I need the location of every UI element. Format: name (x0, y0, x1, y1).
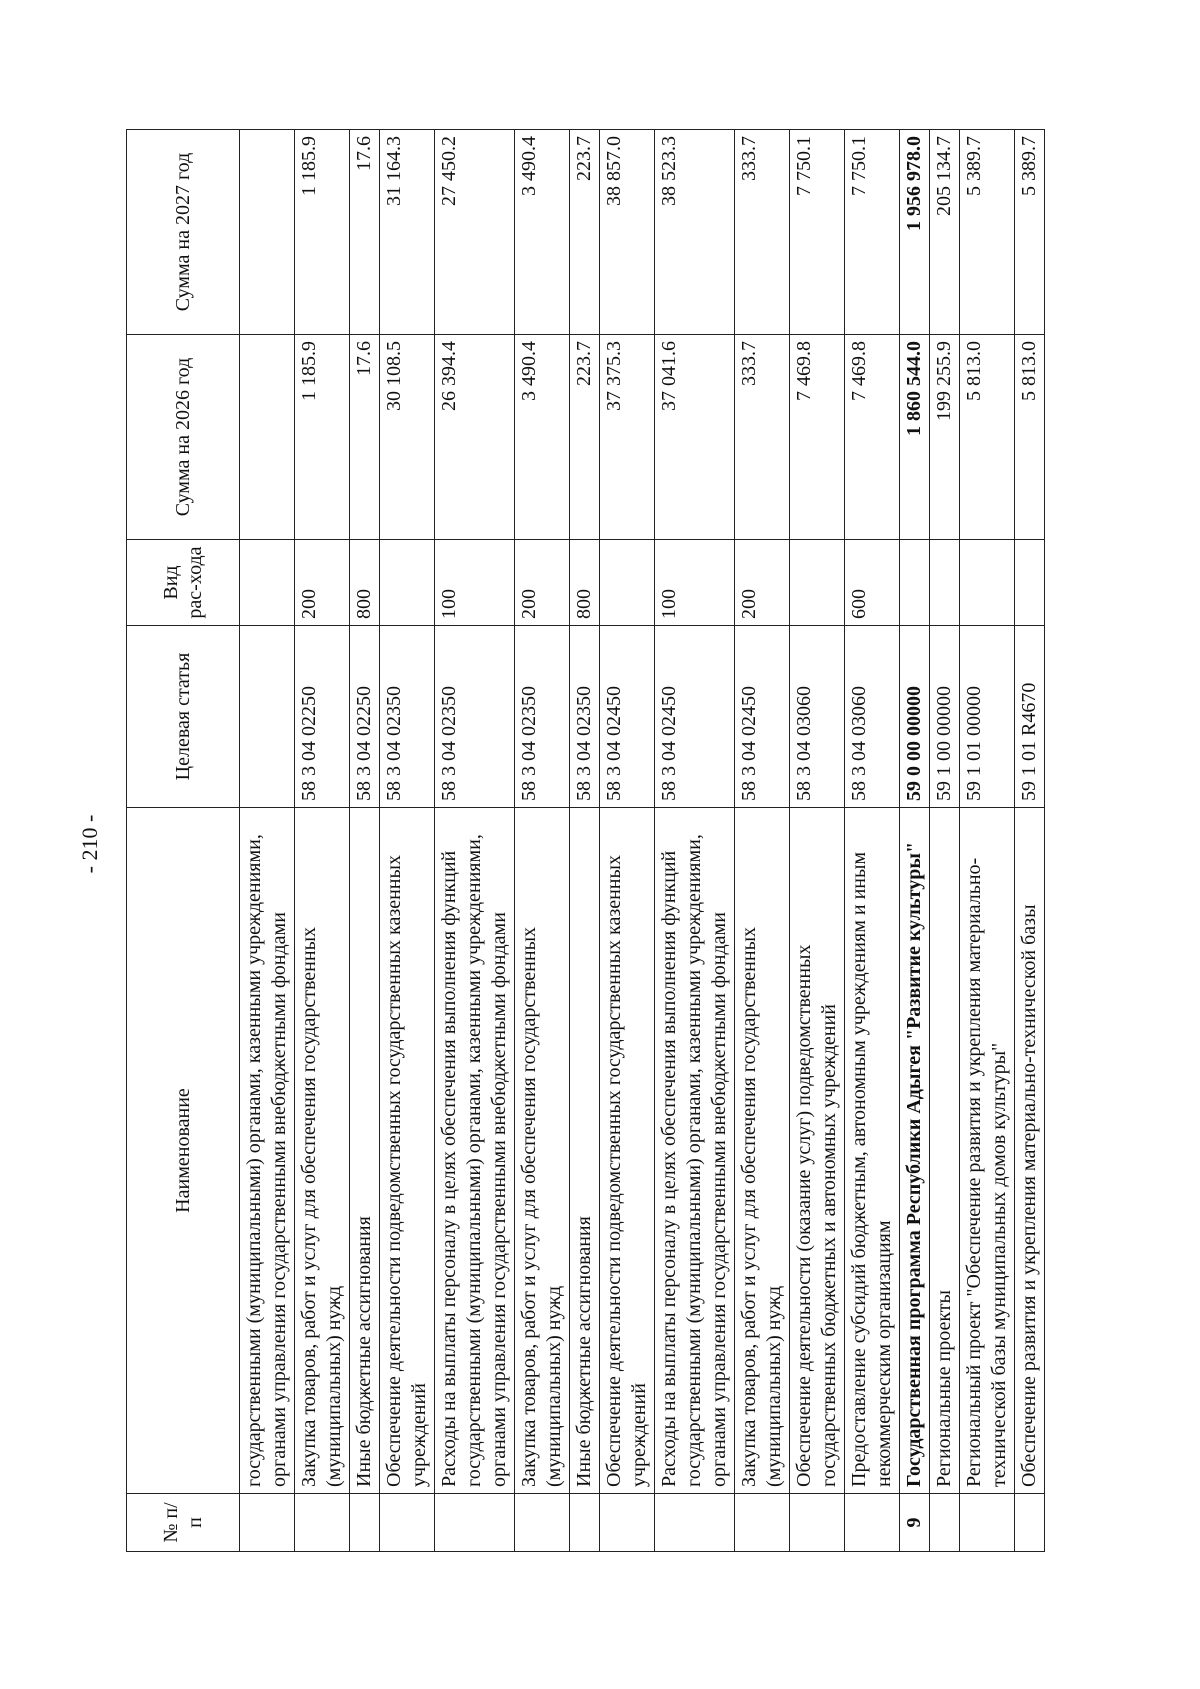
table-row (380, 130, 435, 1552)
cell-sum-2027: 1 185.9 (295, 130, 350, 335)
cell-sum-2026 (240, 335, 295, 540)
cell-expense-type: 600 (845, 540, 900, 626)
table-body (240, 130, 1045, 1552)
header-sum-2027: Сумма на 2027 год (127, 130, 240, 335)
cell-sum-2027: 38 857.0 (600, 130, 655, 335)
cell-sum-2027 (240, 130, 295, 335)
cell-name: Обеспечение деятельности (оказание услуг) подведомственных государственных бюджетных и автономных учреждений (790, 808, 845, 1494)
cell-sum-2026: 3 490.4 (515, 335, 570, 540)
header-code: Целевая статья (127, 626, 240, 808)
header-sum-2026: Сумма на 2026 год (127, 335, 240, 540)
cell-expense-type (930, 540, 960, 626)
cell-expense-type (600, 540, 655, 626)
cell-num (655, 1494, 735, 1552)
cell-num (1015, 1494, 1045, 1552)
cell-name: Расходы на выплаты персоналу в целях обеспечения выполнения функций государственными (муниципальными) органами, казенными учреждениями, органами управления государственными внебюджетными фондами (655, 808, 735, 1494)
cell-expense-type: 100 (655, 540, 735, 626)
cell-sum-2026: 17.6 (350, 335, 380, 540)
cell-expense-type: 200 (295, 540, 350, 626)
cell-target-code: 58 3 04 02250 (350, 626, 380, 808)
cell-num (735, 1494, 790, 1552)
cell-sum-2027: 17.6 (350, 130, 380, 335)
table-row (600, 130, 655, 1552)
table-row (1015, 130, 1045, 1552)
cell-num (930, 1494, 960, 1552)
table-row (570, 130, 600, 1552)
cell-sum-2027: 205 134.7 (930, 130, 960, 335)
table-row (515, 130, 570, 1552)
cell-target-code: 58 3 04 02450 (600, 626, 655, 808)
header-name: Наименование (127, 808, 240, 1494)
cell-target-code: 58 3 04 02450 (735, 626, 790, 808)
table-row (435, 130, 515, 1552)
cell-sum-2027: 1 956 978.0 (900, 130, 930, 335)
header-num: № п/п (127, 1494, 240, 1552)
cell-expense-type: 100 (435, 540, 515, 626)
cell-sum-2026: 1 185.9 (295, 335, 350, 540)
cell-sum-2026: 5 813.0 (960, 335, 1015, 540)
cell-sum-2027: 3 490.4 (515, 130, 570, 335)
cell-name: Предоставление субсидий бюджетным, автономным учреждениям и иным некоммерческим организациям (845, 808, 900, 1494)
cell-num (845, 1494, 900, 1552)
cell-sum-2026: 5 813.0 (1015, 335, 1045, 540)
table-row (900, 130, 930, 1552)
cell-name: государственными (муниципальными) органами, казенными учреждениями, органами управления государственными внебюджетными фондами (240, 808, 295, 1494)
cell-sum-2026: 37 375.3 (600, 335, 655, 540)
cell-name: Региональный проект "Обеспечение развития и укрепления материально-технической базы муниципальных домов культуры" (960, 808, 1015, 1494)
cell-target-code: 58 3 04 02350 (570, 626, 600, 808)
table-row (930, 130, 960, 1552)
cell-sum-2026: 37 041.6 (655, 335, 735, 540)
cell-name: Закупка товаров, работ и услуг для обеспечения государственных (муниципальных) нужд (735, 808, 790, 1494)
cell-name: Расходы на выплаты персоналу в целях обеспечения выполнения функций государственными (муниципальными) органами, казенными учреждениями, органами управления государственными внебюджетными фондами (435, 808, 515, 1494)
cell-expense-type (960, 540, 1015, 626)
cell-sum-2027: 27 450.2 (435, 130, 515, 335)
cell-num (350, 1494, 380, 1552)
cell-sum-2027: 5 389.7 (960, 130, 1015, 335)
cell-target-code: 58 3 04 03060 (845, 626, 900, 808)
rotated-table-container (126, 130, 1084, 1552)
cell-num (515, 1494, 570, 1552)
cell-num (240, 1494, 295, 1552)
cell-sum-2027: 5 389.7 (1015, 130, 1045, 335)
cell-sum-2027: 38 523.3 (655, 130, 735, 335)
table-row (960, 130, 1015, 1552)
cell-target-code: 59 1 01 R4670 (1015, 626, 1045, 808)
cell-name: Обеспечение деятельности подведомственных государственных казенных учреждений (380, 808, 435, 1494)
cell-num (790, 1494, 845, 1552)
cell-expense-type (1015, 540, 1045, 626)
cell-target-code: 58 3 04 02350 (435, 626, 515, 808)
cell-target-code: 58 3 04 02250 (295, 626, 350, 808)
cell-name: Обеспечение развития и укрепления материально-технической базы (1015, 808, 1045, 1494)
cell-target-code: 59 0 00 00000 (900, 626, 930, 808)
cell-sum-2026: 333.7 (735, 335, 790, 540)
cell-name: Иные бюджетные ассигнования (570, 808, 600, 1494)
cell-sum-2026: 1 860 544.0 (900, 335, 930, 540)
cell-num: 9 (900, 1494, 930, 1552)
cell-target-code: 59 1 01 00000 (960, 626, 1015, 808)
header-kind: Вид рас-хода (127, 540, 240, 626)
cell-num (380, 1494, 435, 1552)
cell-expense-type (900, 540, 930, 626)
cell-sum-2027: 333.7 (735, 130, 790, 335)
table-row (655, 130, 735, 1552)
cell-name: Закупка товаров, работ и услуг для обеспечения государственных (муниципальных) нужд (515, 808, 570, 1494)
cell-num (435, 1494, 515, 1552)
cell-sum-2027: 223.7 (570, 130, 600, 335)
cell-name: Региональные проекты (930, 808, 960, 1494)
page-number: - 210 - (77, 814, 102, 874)
table-row (240, 130, 295, 1552)
cell-num (295, 1494, 350, 1552)
cell-expense-type: 800 (570, 540, 600, 626)
cell-expense-type: 800 (350, 540, 380, 626)
cell-expense-type (240, 540, 295, 626)
cell-name: Государственная программа Республики Адыгея "Развитие культуры" (900, 808, 930, 1494)
cell-expense-type: 200 (735, 540, 790, 626)
cell-num (600, 1494, 655, 1552)
cell-sum-2026: 7 469.8 (845, 335, 900, 540)
table-row (790, 130, 845, 1552)
cell-target-code (240, 626, 295, 808)
cell-expense-type (380, 540, 435, 626)
cell-sum-2026: 26 394.4 (435, 335, 515, 540)
cell-name: Обеспечение деятельности подведомственных государственных казенных учреждений (600, 808, 655, 1494)
cell-sum-2027: 31 164.3 (380, 130, 435, 335)
cell-num (570, 1494, 600, 1552)
table-row (735, 130, 790, 1552)
cell-expense-type: 200 (515, 540, 570, 626)
cell-sum-2026: 7 469.8 (790, 335, 845, 540)
cell-target-code: 58 3 04 02350 (380, 626, 435, 808)
cell-target-code: 58 3 04 02450 (655, 626, 735, 808)
table-row (350, 130, 380, 1552)
cell-sum-2027: 7 750.1 (845, 130, 900, 335)
cell-target-code: 59 1 00 00000 (930, 626, 960, 808)
cell-expense-type (790, 540, 845, 626)
cell-sum-2027: 7 750.1 (790, 130, 845, 335)
budget-table (126, 129, 1045, 1552)
cell-sum-2026: 199 255.9 (930, 335, 960, 540)
cell-sum-2026: 30 108.5 (380, 335, 435, 540)
table-row (295, 130, 350, 1552)
cell-sum-2026: 223.7 (570, 335, 600, 540)
cell-target-code: 58 3 04 03060 (790, 626, 845, 808)
cell-num (960, 1494, 1015, 1552)
cell-name: Иные бюджетные ассигнования (350, 808, 380, 1494)
cell-name: Закупка товаров, работ и услуг для обеспечения государственных (муниципальных) нужд (295, 808, 350, 1494)
table-header-row (127, 130, 240, 1552)
table-row (845, 130, 900, 1552)
cell-target-code: 58 3 04 02350 (515, 626, 570, 808)
